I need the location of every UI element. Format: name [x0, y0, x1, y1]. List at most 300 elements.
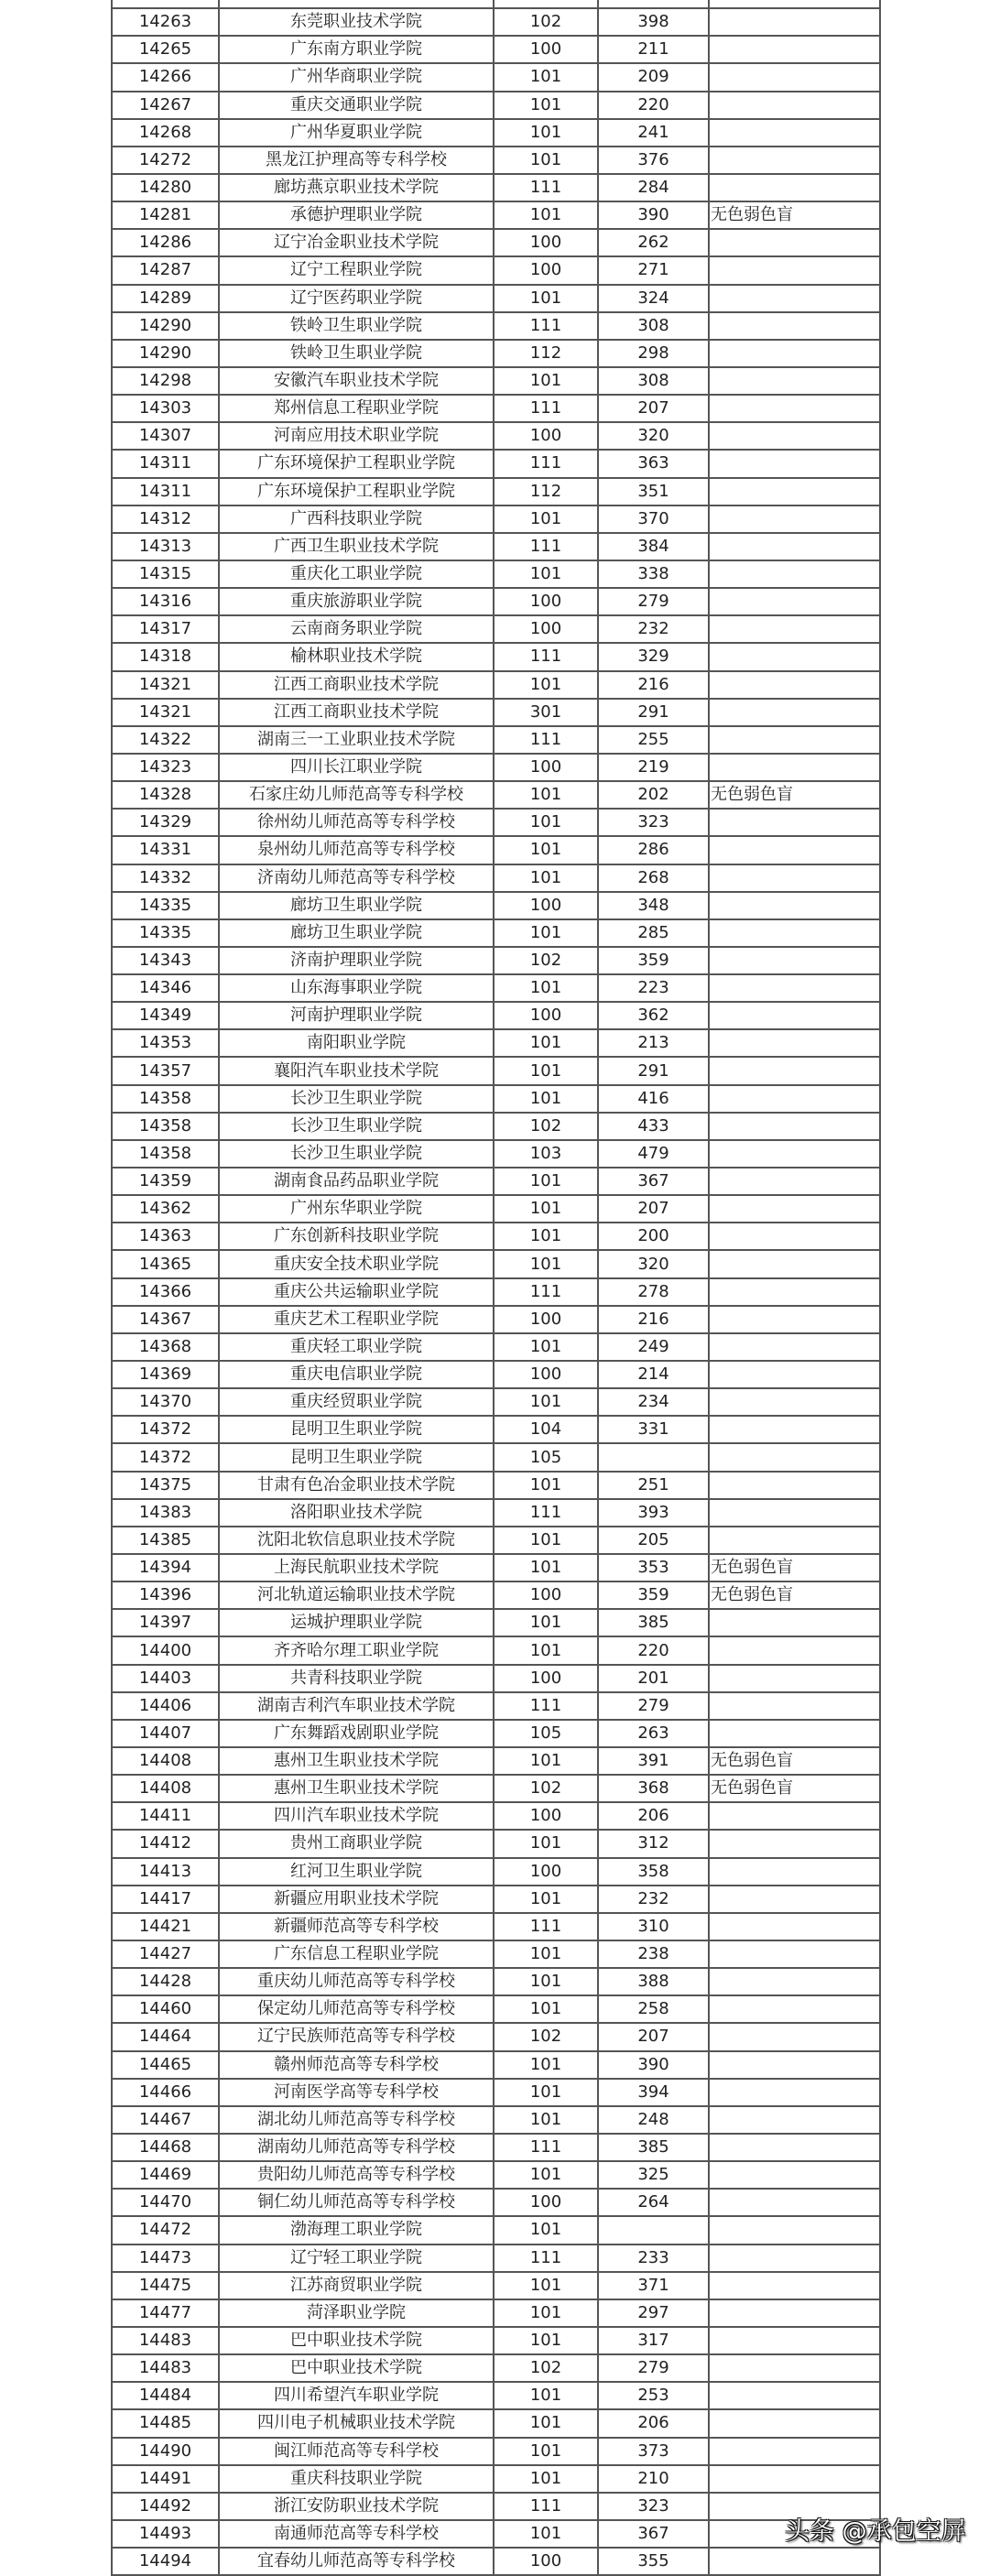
cell-note — [709, 1223, 880, 1250]
cell-major-group: 111 — [494, 450, 598, 477]
table-row — [112, 1168, 880, 1195]
cell-note — [709, 974, 880, 1002]
cell-note — [709, 1085, 880, 1113]
table-row — [112, 2023, 880, 2050]
table-row — [112, 2548, 880, 2575]
cell-major-group: 101 — [494, 2051, 598, 2079]
cell-school-code: 14321 — [112, 671, 219, 699]
table-row — [112, 147, 880, 174]
cell-min-score: 371 — [598, 2272, 709, 2299]
cell-school-code: 14413 — [112, 1858, 219, 1886]
cell-note — [709, 2134, 880, 2161]
cell-school-code: 14343 — [112, 947, 219, 974]
cell-school-code: 14358 — [112, 1085, 219, 1113]
table-row — [112, 2354, 880, 2382]
cell-min-score: 367 — [598, 1168, 709, 1195]
table-row — [112, 229, 880, 256]
cell-major-group: 101 — [494, 781, 598, 809]
cell-school-code: 14483 — [112, 2327, 219, 2354]
cell-note — [709, 1002, 880, 1029]
cell-school-code: 14465 — [112, 2051, 219, 2079]
cell-school-name: 红河卫生职业学院 — [219, 1858, 494, 1886]
cell-min-score: 348 — [598, 892, 709, 919]
cell-school-code: 14369 — [112, 1361, 219, 1388]
cell-min-score: 291 — [598, 699, 709, 726]
cell-school-code: 14290 — [112, 312, 219, 340]
cell-note — [709, 864, 880, 892]
cell-note — [709, 1195, 880, 1223]
cell-school-name: 安徽汽车职业技术学院 — [219, 367, 494, 395]
cell-major-group: 100 — [494, 2189, 598, 2216]
cell-note — [709, 147, 880, 174]
cell-note — [709, 919, 880, 947]
cell-major-group: 100 — [494, 1802, 598, 1830]
cell-min-score: 285 — [598, 919, 709, 947]
cell-major-group: 101 — [494, 1029, 598, 1057]
cell-school-name — [219, 0, 494, 8]
table-row — [112, 1968, 880, 1995]
table-row — [112, 671, 880, 699]
cell-note — [709, 422, 880, 450]
table-row — [112, 2161, 880, 2189]
cell-note — [709, 0, 880, 8]
cell-school-code: 14359 — [112, 1168, 219, 1195]
cell-major-group: 101 — [494, 864, 598, 892]
cell-school-code: 14475 — [112, 2272, 219, 2299]
cell-school-code: 14406 — [112, 1692, 219, 1720]
cell-note — [709, 1692, 880, 1720]
cell-min-score: 310 — [598, 1913, 709, 1940]
cell-major-group: 101 — [494, 1223, 598, 1250]
cell-school-code: 14400 — [112, 1636, 219, 1664]
cell-min-score: 291 — [598, 1057, 709, 1084]
table-row — [112, 2134, 880, 2161]
cell-major-group: 101 — [494, 809, 598, 836]
cell-major-group: 100 — [494, 1002, 598, 1029]
cell-note — [709, 2189, 880, 2216]
cell-min-score: 325 — [598, 2161, 709, 2189]
cell-major-group: 101 — [494, 1527, 598, 1554]
cell-school-name: 浙江安防职业技术学院 — [219, 2493, 494, 2520]
cell-min-score: 241 — [598, 119, 709, 147]
cell-major-group: 111 — [494, 2134, 598, 2161]
table-row — [112, 174, 880, 201]
table-row — [112, 781, 880, 809]
cell-major-group: 101 — [494, 2299, 598, 2327]
table-row — [112, 63, 880, 91]
cell-school-code: 14329 — [112, 809, 219, 836]
cell-school-name: 济南护理职业学院 — [219, 947, 494, 974]
cell-min-score: 279 — [598, 588, 709, 615]
cell-major-group: 105 — [494, 1720, 598, 1747]
cell-note — [709, 1802, 880, 1830]
cell-min-score: 232 — [598, 1886, 709, 1913]
cell-min-score: 323 — [598, 2493, 709, 2520]
cell-major-group: 111 — [494, 395, 598, 422]
cell-min-score: 363 — [598, 450, 709, 477]
cell-school-code: 14323 — [112, 754, 219, 781]
cell-school-code: 14493 — [112, 2520, 219, 2548]
table-row — [112, 1113, 880, 1140]
table-row — [112, 2327, 880, 2354]
cell-school-name: 广西科技职业学院 — [219, 505, 494, 533]
cell-min-score: 255 — [598, 726, 709, 754]
cell-major-group: 100 — [494, 588, 598, 615]
cell-school-code: 14311 — [112, 478, 219, 505]
cell-school-code: 14417 — [112, 1886, 219, 1913]
cell-school-name: 甘肃有色冶金职业技术学院 — [219, 1472, 494, 1499]
cell-major-group: 101 — [494, 1085, 598, 1113]
cell-min-score: 220 — [598, 1636, 709, 1664]
cell-school-name: 河南应用技术职业学院 — [219, 422, 494, 450]
cell-school-code: 14267 — [112, 92, 219, 119]
cell-school-code — [112, 0, 219, 8]
cell-school-name: 运城护理职业学院 — [219, 1609, 494, 1636]
table-row — [112, 1581, 880, 1609]
cell-school-code: 14408 — [112, 1747, 219, 1775]
table-row — [112, 2465, 880, 2493]
cell-school-code: 14372 — [112, 1416, 219, 1443]
table-row — [112, 1278, 880, 1306]
cell-school-code: 14298 — [112, 367, 219, 395]
cell-school-name: 惠州卫生职业技术学院 — [219, 1747, 494, 1775]
cell-min-score: 329 — [598, 643, 709, 670]
cell-school-code: 14263 — [112, 8, 219, 36]
cell-min-score: 211 — [598, 36, 709, 63]
cell-school-name: 广东环境保护工程职业学院 — [219, 450, 494, 477]
cell-note — [709, 2272, 880, 2299]
cell-major-group: 111 — [494, 726, 598, 754]
cell-major-group: 100 — [494, 615, 598, 643]
cell-min-score — [598, 0, 709, 8]
cell-note — [709, 1113, 880, 1140]
cell-school-name: 榆林职业技术学院 — [219, 643, 494, 670]
table-row — [112, 1802, 880, 1830]
cell-min-score: 202 — [598, 781, 709, 809]
cell-min-score: 391 — [598, 1747, 709, 1775]
cell-school-name: 齐齐哈尔理工职业学院 — [219, 1636, 494, 1664]
cell-school-code: 14464 — [112, 2023, 219, 2050]
cell-major-group: 101 — [494, 1472, 598, 1499]
table-row — [112, 119, 880, 147]
cell-school-name: 重庆旅游职业学院 — [219, 588, 494, 615]
cell-min-score: 367 — [598, 2520, 709, 2548]
table-row — [112, 2520, 880, 2548]
cell-note — [709, 8, 880, 36]
cell-school-code: 14311 — [112, 450, 219, 477]
cell-major-group: 112 — [494, 478, 598, 505]
cell-note — [709, 2465, 880, 2493]
cell-major-group: 101 — [494, 1250, 598, 1277]
cell-min-score: 394 — [598, 2079, 709, 2106]
cell-major-group: 100 — [494, 1665, 598, 1692]
cell-major-group: 100 — [494, 892, 598, 919]
table-row — [112, 1775, 880, 1802]
cell-min-score: 248 — [598, 2106, 709, 2134]
cell-major-group: 100 — [494, 2548, 598, 2575]
cell-school-code: 14368 — [112, 1333, 219, 1361]
cell-note — [709, 2161, 880, 2189]
cell-major-group: 111 — [494, 533, 598, 560]
cell-school-code: 14317 — [112, 615, 219, 643]
cell-major-group: 101 — [494, 919, 598, 947]
cell-school-code: 14321 — [112, 699, 219, 726]
cell-major-group: 101 — [494, 1388, 598, 1416]
cell-note — [709, 2244, 880, 2272]
cell-min-score: 249 — [598, 1333, 709, 1361]
cell-school-code: 14407 — [112, 1720, 219, 1747]
table-row — [112, 836, 880, 864]
cell-school-name: 广东环境保护工程职业学院 — [219, 478, 494, 505]
cell-major-group: 101 — [494, 1636, 598, 1664]
cell-school-code: 14353 — [112, 1029, 219, 1057]
cell-major-group: 111 — [494, 643, 598, 670]
cell-note — [709, 1140, 880, 1168]
cell-school-name: 广东信息工程职业学院 — [219, 1940, 494, 1968]
cell-min-score: 324 — [598, 285, 709, 312]
cell-school-code: 14460 — [112, 1995, 219, 2023]
cell-school-name: 广州华商职业学院 — [219, 63, 494, 91]
cell-note — [709, 1968, 880, 1995]
cell-min-score: 359 — [598, 1581, 709, 1609]
cell-school-code: 14397 — [112, 1609, 219, 1636]
cell-major-group: 100 — [494, 36, 598, 63]
cell-school-name: 昆明卫生职业学院 — [219, 1416, 494, 1443]
table-row — [112, 947, 880, 974]
cell-school-name: 湖南食品药品职业学院 — [219, 1168, 494, 1195]
cell-school-name: 铁岭卫生职业学院 — [219, 340, 494, 367]
cell-school-code: 14491 — [112, 2465, 219, 2493]
cell-note — [709, 2106, 880, 2134]
table-row — [112, 1692, 880, 1720]
cell-school-code: 14268 — [112, 119, 219, 147]
cell-major-group: 101 — [494, 1940, 598, 1968]
cell-major-group: 103 — [494, 1140, 598, 1168]
cell-school-name: 廊坊卫生职业学院 — [219, 919, 494, 947]
cell-major-group: 101 — [494, 285, 598, 312]
cell-note — [709, 1940, 880, 1968]
cell-note — [709, 2548, 880, 2575]
cell-min-score: 338 — [598, 560, 709, 588]
cell-school-name: 湖南吉利汽车职业技术学院 — [219, 1692, 494, 1720]
cell-school-code: 14472 — [112, 2216, 219, 2244]
cell-school-code: 14289 — [112, 285, 219, 312]
table-row — [112, 643, 880, 670]
cell-min-score: 298 — [598, 340, 709, 367]
cell-min-score: 284 — [598, 174, 709, 201]
cell-note — [709, 1057, 880, 1084]
cell-school-name: 铜仁幼儿师范高等专科学校 — [219, 2189, 494, 2216]
cell-major-group: 101 — [494, 1057, 598, 1084]
cell-school-code: 14483 — [112, 2354, 219, 2382]
cell-note — [709, 1443, 880, 1471]
cell-major-group: 112 — [494, 340, 598, 367]
cell-min-score: 206 — [598, 2409, 709, 2437]
cell-note — [709, 754, 880, 781]
table-row — [112, 1499, 880, 1527]
table-row — [112, 1665, 880, 1692]
cell-note — [709, 588, 880, 615]
cell-min-score: 234 — [598, 1388, 709, 1416]
cell-major-group: 100 — [494, 1858, 598, 1886]
cell-school-code: 14307 — [112, 422, 219, 450]
cell-note — [709, 1250, 880, 1277]
table-row — [112, 754, 880, 781]
cell-major-group: 101 — [494, 2409, 598, 2437]
cell-min-score: 376 — [598, 147, 709, 174]
table-row — [112, 1140, 880, 1168]
cell-min-score: 390 — [598, 201, 709, 229]
cell-major-group: 101 — [494, 1830, 598, 1857]
cell-school-code: 14484 — [112, 2382, 219, 2409]
cell-school-name: 惠州卫生职业技术学院 — [219, 1775, 494, 1802]
cell-school-name: 长沙卫生职业学院 — [219, 1140, 494, 1168]
table-row — [112, 1830, 880, 1857]
cell-major-group: 102 — [494, 1775, 598, 1802]
cell-min-score: 216 — [598, 671, 709, 699]
cell-min-score: 388 — [598, 1968, 709, 1995]
cell-school-name: 重庆科技职业学院 — [219, 2465, 494, 2493]
cell-school-code: 14313 — [112, 533, 219, 560]
cell-school-name: 湖南幼儿师范高等专科学校 — [219, 2134, 494, 2161]
cell-note — [709, 1388, 880, 1416]
cell-note — [709, 1029, 880, 1057]
cell-major-group: 101 — [494, 201, 598, 229]
cell-school-code: 14485 — [112, 2409, 219, 2437]
table-row — [112, 1333, 880, 1361]
cell-major-group: 101 — [494, 1554, 598, 1581]
cell-school-name: 渤海理工职业学院 — [219, 2216, 494, 2244]
table-row — [112, 367, 880, 395]
cell-school-name: 长沙卫生职业学院 — [219, 1113, 494, 1140]
cell-school-name: 辽宁工程职业学院 — [219, 256, 494, 284]
cell-note — [709, 1636, 880, 1664]
cell-school-name: 东莞职业技术学院 — [219, 8, 494, 36]
cell-note — [709, 1858, 880, 1886]
cell-note — [709, 1830, 880, 1857]
cell-min-score: 308 — [598, 312, 709, 340]
table-row — [112, 1472, 880, 1499]
cell-min-score: 286 — [598, 836, 709, 864]
cell-school-name: 廊坊燕京职业技术学院 — [219, 174, 494, 201]
cell-min-score: 393 — [598, 1499, 709, 1527]
table-row — [112, 919, 880, 947]
cell-min-score: 279 — [598, 1692, 709, 1720]
cell-school-code: 14286 — [112, 229, 219, 256]
cell-note — [709, 947, 880, 974]
cell-school-name: 重庆电信职业学院 — [219, 1361, 494, 1388]
table-row — [112, 2438, 880, 2465]
cell-min-score: 416 — [598, 1085, 709, 1113]
cell-major-group: 101 — [494, 147, 598, 174]
cell-min-score: 271 — [598, 256, 709, 284]
cell-school-name: 赣州师范高等专科学校 — [219, 2051, 494, 2079]
cell-school-name: 广东南方职业学院 — [219, 36, 494, 63]
cell-note — [709, 836, 880, 864]
cell-min-score: 251 — [598, 1472, 709, 1499]
cell-major-group: 101 — [494, 1747, 598, 1775]
cell-major-group: 111 — [494, 174, 598, 201]
cell-school-name: 广西卫生职业技术学院 — [219, 533, 494, 560]
table-row — [112, 2051, 880, 2079]
cell-min-score: 385 — [598, 2134, 709, 2161]
cell-major-group: 101 — [494, 119, 598, 147]
cell-major-group: 111 — [494, 1913, 598, 1940]
cell-note: 无色弱色盲 — [709, 201, 880, 229]
table-row — [112, 2244, 880, 2272]
cell-school-code: 14346 — [112, 974, 219, 1002]
cell-major-group: 101 — [494, 2520, 598, 2548]
cell-note — [709, 2023, 880, 2050]
table-row — [112, 1443, 880, 1471]
cell-min-score: 312 — [598, 1830, 709, 1857]
cell-major-group: 104 — [494, 1416, 598, 1443]
cell-note — [709, 2382, 880, 2409]
cell-min-score: 362 — [598, 1002, 709, 1029]
cell-min-score — [598, 1443, 709, 1471]
cell-min-score: 373 — [598, 2438, 709, 2465]
cell-school-name: 新疆师范高等专科学校 — [219, 1913, 494, 1940]
table-row — [112, 92, 880, 119]
cell-school-name: 贵阳幼儿师范高等专科学校 — [219, 2161, 494, 2189]
cell-school-name: 江西工商职业技术学院 — [219, 671, 494, 699]
cell-min-score: 368 — [598, 1775, 709, 1802]
cell-major-group: 100 — [494, 422, 598, 450]
cell-note — [709, 2327, 880, 2354]
cell-major-group: 111 — [494, 1499, 598, 1527]
cell-school-name: 洛阳职业技术学院 — [219, 1499, 494, 1527]
cell-note — [709, 1416, 880, 1443]
cell-min-score: 370 — [598, 505, 709, 533]
table-row — [112, 560, 880, 588]
cell-school-code: 14370 — [112, 1388, 219, 1416]
cell-school-name: 四川电子机械职业技术学院 — [219, 2409, 494, 2437]
cell-note — [709, 1472, 880, 1499]
cell-min-score: 278 — [598, 1278, 709, 1306]
cell-min-score: 331 — [598, 1416, 709, 1443]
cell-min-score: 358 — [598, 1858, 709, 1886]
cell-min-score: 210 — [598, 2465, 709, 2493]
cell-major-group: 101 — [494, 1609, 598, 1636]
cell-major-group: 101 — [494, 2216, 598, 2244]
cell-school-name: 河北轨道运输职业技术学院 — [219, 1581, 494, 1609]
cell-school-code: 14421 — [112, 1913, 219, 1940]
cell-note — [709, 560, 880, 588]
cell-school-code: 14372 — [112, 1443, 219, 1471]
cell-school-code: 14280 — [112, 174, 219, 201]
table-row — [112, 1913, 880, 1940]
cell-school-code: 14411 — [112, 1802, 219, 1830]
cell-school-name: 济南幼儿师范高等专科学校 — [219, 864, 494, 892]
cell-note — [709, 340, 880, 367]
cell-school-name: 江苏商贸职业学院 — [219, 2272, 494, 2299]
cell-school-name: 承德护理职业学院 — [219, 201, 494, 229]
cell-major-group: 101 — [494, 2465, 598, 2493]
cell-note: 无色弱色盲 — [709, 1775, 880, 1802]
cell-school-name: 广东舞蹈戏剧职业学院 — [219, 1720, 494, 1747]
cell-major-group: 102 — [494, 2023, 598, 2050]
cell-note: 无色弱色盲 — [709, 781, 880, 809]
cell-school-name: 四川汽车职业技术学院 — [219, 1802, 494, 1830]
cell-school-name: 新疆应用职业技术学院 — [219, 1886, 494, 1913]
cell-school-code: 14303 — [112, 395, 219, 422]
cell-min-score — [598, 2216, 709, 2244]
cell-note — [709, 615, 880, 643]
cell-min-score: 264 — [598, 2189, 709, 2216]
table-row — [112, 8, 880, 36]
cell-school-name: 保定幼儿师范高等专科学校 — [219, 1995, 494, 2023]
cell-school-code: 14332 — [112, 864, 219, 892]
